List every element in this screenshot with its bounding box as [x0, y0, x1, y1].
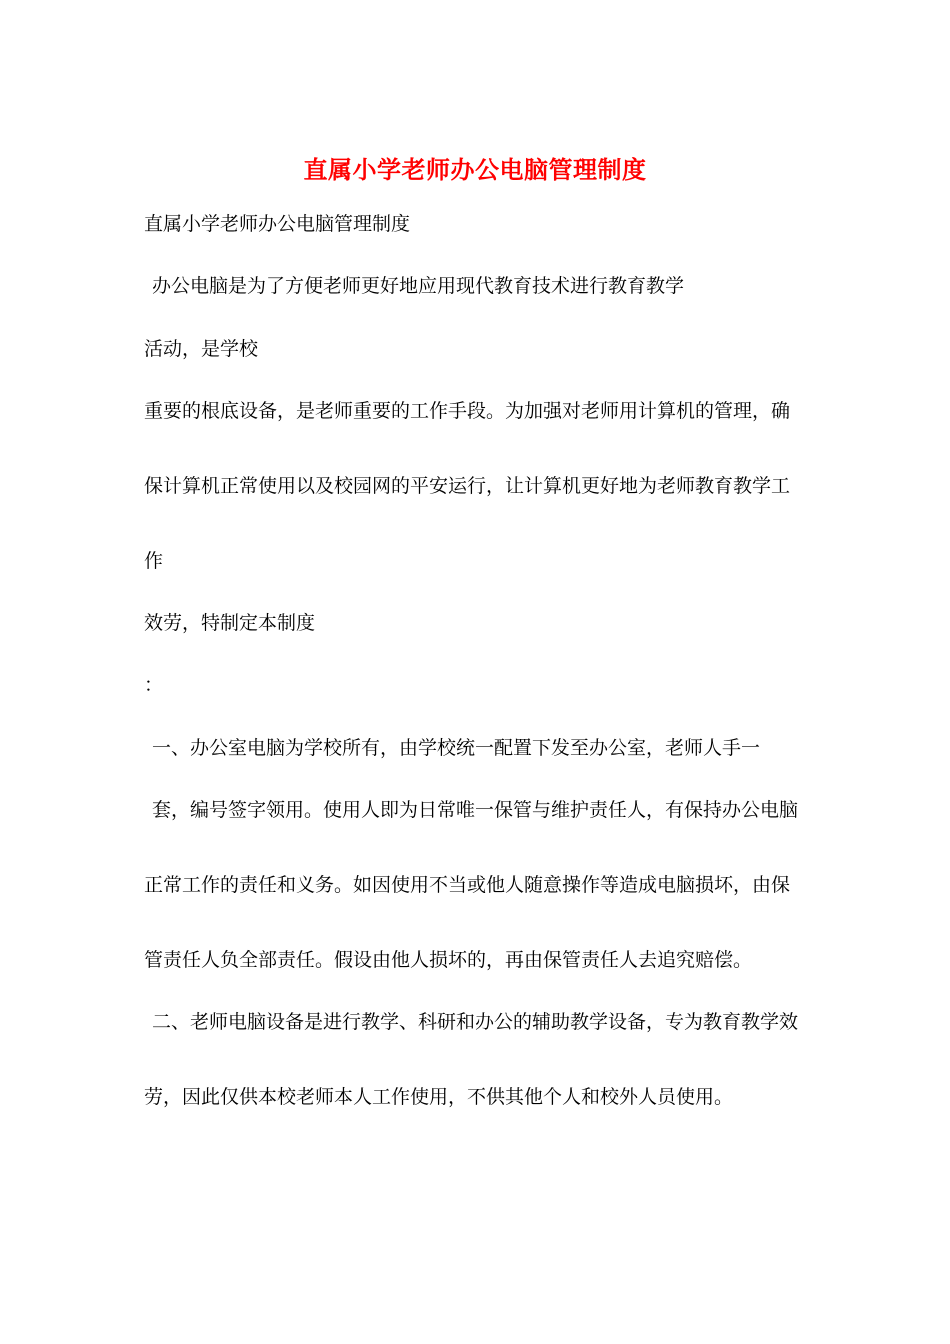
subtitle-line: 直属小学老师办公电脑管理制度	[144, 213, 411, 235]
paragraph-line: 作	[144, 550, 164, 572]
paragraph-line: 活动，是学校	[144, 338, 259, 360]
paragraph-line: 重要的根底设备，是老师重要的工作手段。为加强对老师用计算机的管理，确	[144, 400, 791, 422]
paragraph-line: 正常工作的责任和义务。如因使用不当或他人随意操作等造成电脑损坏，由保	[144, 874, 791, 896]
paragraph-line: 二、老师电脑设备是进行教学、科研和办公的辅助教学设备，专为教育教学效	[152, 1011, 799, 1033]
paragraph-line: 管责任人负全部责任。假设由他人损坏的，再由保管责任人去追究赔偿。	[144, 949, 753, 971]
paragraph-line: 办公电脑是为了方便老师更好地应用现代教育技术进行教育教学	[152, 275, 685, 297]
paragraph-line: 效劳，特制定本制度	[144, 612, 316, 634]
document-title: 直属小学老师办公电脑管理制度	[303, 155, 647, 184]
paragraph-line: ：	[144, 674, 164, 696]
paragraph-line: 劳，因此仅供本校老师本人工作使用，不供其他个人和校外人员使用。	[144, 1086, 734, 1108]
paragraph-line: 保计算机正常使用以及校园网的平安运行，让计算机更好地为老师教育教学工	[144, 475, 791, 497]
paragraph-line: 套，编号签字领用。使用人即为日常唯一保管与维护责任人，有保持办公电脑	[152, 799, 799, 821]
paragraph-line: 一、办公室电脑为学校所有，由学校统一配置下发至办公室，老师人手一	[152, 737, 761, 759]
